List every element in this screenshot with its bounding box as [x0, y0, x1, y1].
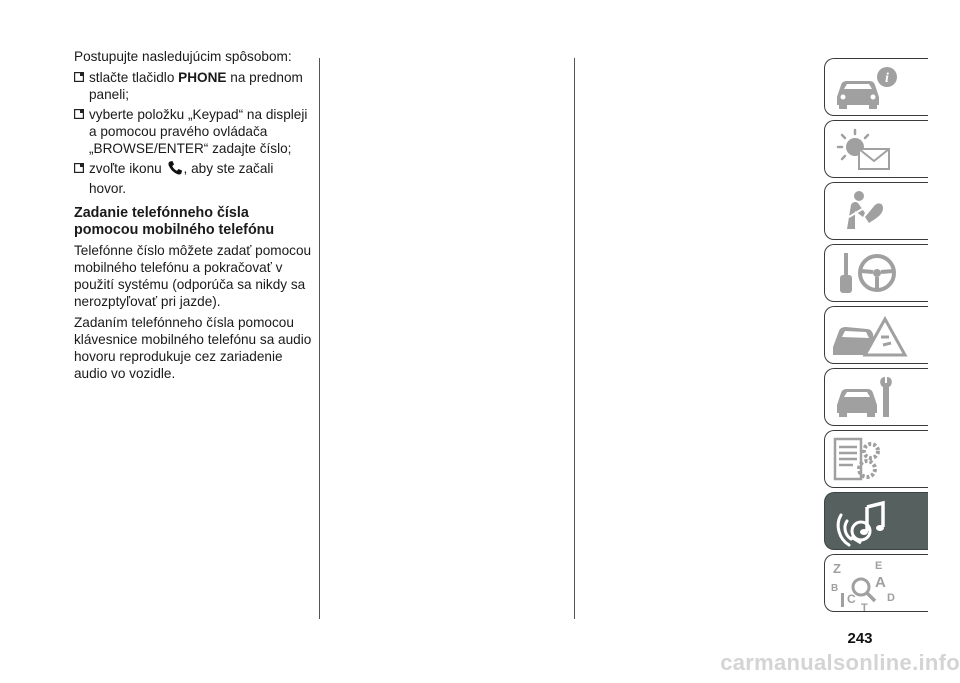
checkbox-bullet-icon [74, 109, 84, 119]
watermark: carmanualsonline.info [720, 650, 960, 675]
phone-handset-icon [167, 160, 183, 180]
index-bar [841, 593, 844, 607]
warning-lights-message-icon [825, 121, 929, 179]
paragraph: Zadaním telefónneho čísla pomocou klávesnice mobilného telefónu sa audio hovoru reprodukuje cez zariadenie audio vo vozidle. [74, 315, 312, 381]
bullet-item [74, 160, 314, 197]
chapter-tab-car-info[interactable] [824, 58, 928, 116]
key-steering-wheel-icon [825, 245, 929, 303]
page-number: 243 [847, 630, 873, 647]
chapter-tab-index[interactable] [824, 554, 928, 612]
bullet-text-part: stlačte tlačidlo [89, 70, 179, 85]
index-letter: B [831, 583, 839, 594]
svg-text:i: i [885, 71, 889, 86]
car-maintenance-wrench-icon [825, 369, 929, 427]
multimedia-music-icon [825, 493, 929, 551]
bullet-item [74, 69, 314, 103]
bullet-text-part: , aby ste začali hovor. [89, 161, 274, 196]
intro-text: Postupujte nasledujúcim spôsobom: [74, 49, 292, 64]
magnifier-handle [867, 593, 875, 601]
section-heading: Zadanie telefónneho čísla pomocou mobilného telefónu [74, 205, 275, 238]
seat-airbag-icon [825, 183, 929, 241]
magnifier-icon [853, 579, 869, 595]
column-divider [574, 58, 575, 619]
index-letter: D [887, 592, 895, 604]
paragraph: Telefónne číslo môžete zadať pomocou mobilného telefónu a pokračovať v použití systému (odporúča sa nikdy sa nerozptyľovať pri jazde). [74, 243, 312, 309]
checkbox-bullet-icon [74, 163, 84, 173]
chapter-tab-multimedia[interactable] [824, 492, 928, 550]
checkbox-bullet-icon [74, 72, 84, 82]
bullet-text-part: na prednom paneli; [89, 70, 303, 102]
bullet-text [89, 69, 314, 103]
technical-data-gear-icon [825, 431, 929, 489]
bullet-text-part: zvoľte ikonu [89, 161, 166, 176]
car-accident-warning-icon [825, 307, 929, 365]
chapter-tab-maintenance[interactable] [824, 368, 928, 426]
phone-key-label: PHONE [178, 70, 227, 85]
index-letter: E [875, 560, 883, 572]
text-column [74, 48, 314, 386]
column-divider [319, 58, 320, 619]
car-info-icon [825, 59, 929, 117]
chapter-tab-technical-data[interactable] [824, 430, 928, 488]
bullet-text: vyberte položku „Keypad“ na displeji a pomocou pravého ovládača „BROWSE/ENTER“ zadajte číslo; [89, 107, 308, 156]
bullet-text [89, 160, 314, 197]
chapter-tab-warnings[interactable] [824, 120, 928, 178]
index-letter: A [875, 574, 886, 591]
bullet-item [74, 106, 314, 157]
alphabetical-index-icon [825, 555, 929, 613]
chapter-tab-starting[interactable] [824, 244, 928, 302]
index-letter: Z [833, 561, 841, 576]
chapter-tab-emergency[interactable] [824, 306, 928, 364]
chapter-tab-safety[interactable] [824, 182, 928, 240]
index-letter: T [861, 602, 868, 613]
index-letter: C [847, 592, 856, 606]
